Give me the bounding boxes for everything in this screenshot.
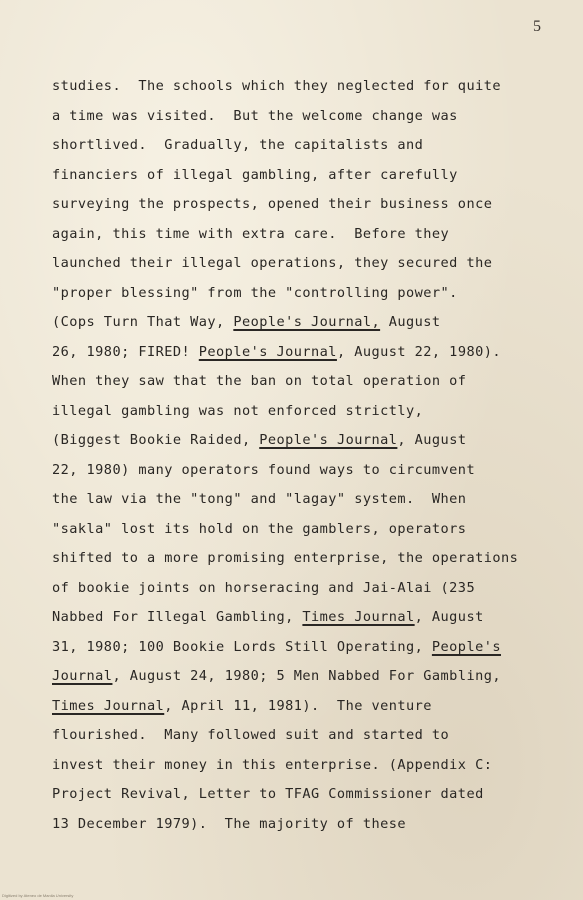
text-segment: When they saw that the ban on total operation of <box>52 373 467 389</box>
text-segment: (Biggest Bookie Raided, <box>52 432 260 448</box>
text-segment: launched their illegal operations, they secured the <box>52 255 493 271</box>
text-line <box>52 574 562 604</box>
text-segment: "proper blessing" from the "controlling power". <box>52 284 458 301</box>
text-line <box>52 308 562 338</box>
underlined-citation: People's Journal <box>198 343 337 360</box>
text-segment: 31, 1980; 100 Bookie Lords Still Operating, <box>52 638 432 655</box>
text-segment: 22, 1980) many operators found ways to circumvent <box>52 461 476 478</box>
text-line <box>52 426 562 456</box>
text-line <box>52 190 562 220</box>
text-line <box>52 102 562 132</box>
text-segment: (Cops Turn That Way, <box>52 314 234 330</box>
text-line <box>52 249 562 279</box>
text-line <box>52 544 562 574</box>
text-line <box>52 485 562 515</box>
text-segment: shortlived. Gradually, the capitalists and <box>52 137 424 153</box>
underlined-citation: Journal <box>52 668 113 684</box>
text-segment: the law via the "tong" and "lagay" system. When <box>52 491 467 507</box>
underlined-citation: Times Journal <box>302 609 415 625</box>
text-segment: a time was visited. But the welcome change was <box>52 107 458 124</box>
text-line <box>52 721 562 751</box>
text-segment: , August <box>414 609 484 625</box>
text-line <box>52 603 562 633</box>
text-segment: 13 December 1979). The majority of these <box>52 815 406 832</box>
text-line <box>52 633 562 663</box>
text-segment: shifted to a more promising enterprise, the operations <box>52 550 519 566</box>
text-line <box>52 220 562 250</box>
text-segment: , August <box>397 432 467 448</box>
text-segment: "sakla" lost its hold on the gamblers, operators <box>52 520 467 537</box>
body-text <box>52 72 562 839</box>
text-line <box>52 515 562 545</box>
text-line <box>52 751 562 781</box>
digitization-footer: Digitized by Ateneo de Manila University <box>2 893 74 898</box>
text-line <box>52 810 562 840</box>
text-segment: of bookie joints on horseracing and Jai-Alai (235 <box>52 579 476 596</box>
text-line <box>52 662 562 692</box>
text-segment: again, this time with extra care. Before they <box>52 225 450 242</box>
page-number: 5 <box>533 18 541 35</box>
text-segment: , August 22, 1980). <box>336 343 501 360</box>
text-segment: invest their money in this enterprise. (Appendix C: <box>52 756 493 773</box>
text-line <box>52 692 562 722</box>
text-segment: financiers of illegal gambling, after carefully <box>52 166 458 183</box>
text-segment: illegal gambling was not enforced strictly, <box>52 402 424 419</box>
text-line <box>52 780 562 810</box>
underlined-citation: Times Journal <box>52 697 165 714</box>
text-segment: Project Revival, Letter to TFAG Commissioner dated <box>52 786 484 802</box>
text-line <box>52 338 562 368</box>
text-segment: , April 11, 1981). The venture <box>164 697 432 714</box>
text-line <box>52 397 562 427</box>
text-segment: flourished. Many followed suit and started to <box>52 727 450 743</box>
text-line <box>52 161 562 191</box>
underlined-citation: People's Journal <box>259 432 398 448</box>
text-line <box>52 456 562 486</box>
text-segment: Nabbed For Illegal Gambling, <box>52 609 303 625</box>
underlined-citation: People's Journal, <box>233 314 381 330</box>
text-line <box>52 279 562 309</box>
underlined-citation: People's <box>431 638 501 655</box>
text-segment: , August 24, 1980; 5 Men Nabbed For Gambling, <box>112 668 501 684</box>
text-line <box>52 367 562 397</box>
text-segment: surveying the prospects, opened their business once <box>52 196 493 212</box>
text-line <box>52 72 562 102</box>
text-segment: 26, 1980; FIRED! <box>52 343 199 360</box>
text-segment: studies. The schools which they neglected for quite <box>52 78 501 94</box>
text-line <box>52 131 562 161</box>
text-segment: August <box>380 314 441 330</box>
